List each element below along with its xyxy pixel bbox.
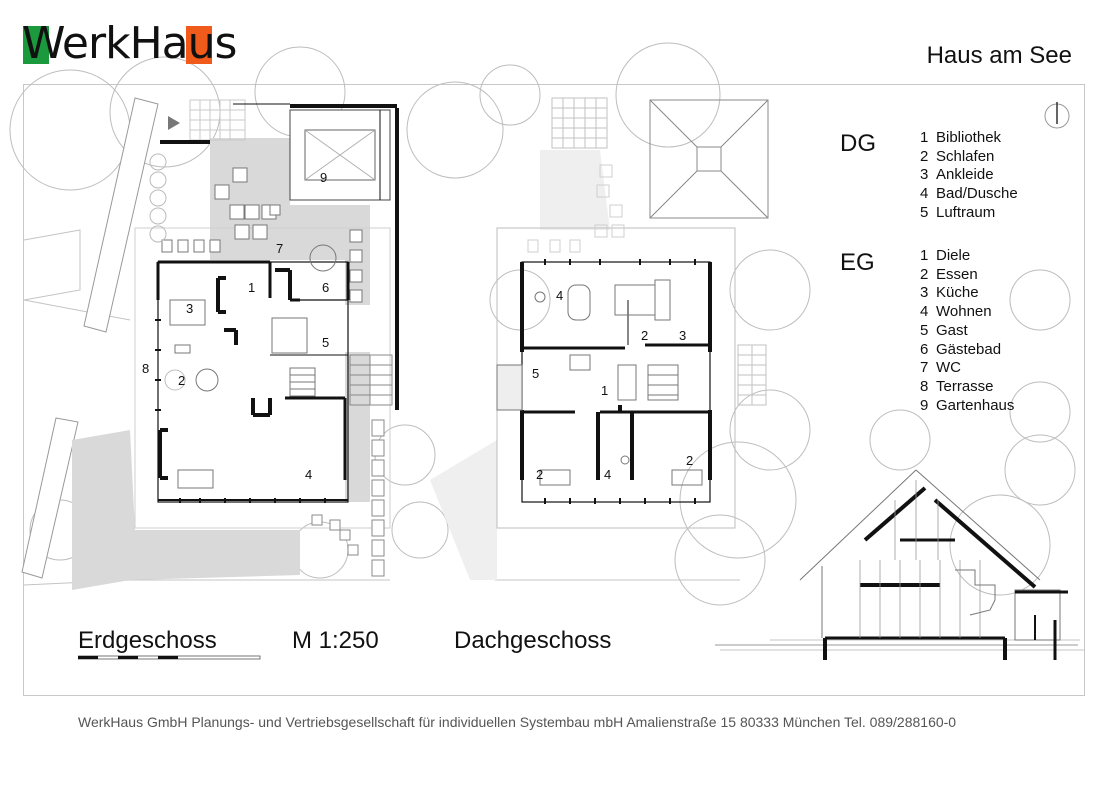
legend-item: 5 Luftraum [920, 203, 996, 221]
legend-dg-heading: DG [840, 130, 876, 157]
legend-item: 2 Essen [920, 265, 978, 283]
dg-room-number: 4 [604, 467, 612, 482]
eg-room-number: 5 [322, 335, 330, 350]
legend-item: 6 Gästebad [920, 340, 1002, 358]
legend-item: 3 Küche [920, 284, 979, 302]
dg-room-number-2b: 2 [641, 328, 649, 343]
eg-room-number: 1 [248, 280, 256, 295]
erdgeschoss-label: Erdgeschoss [78, 627, 217, 654]
dg-room-number: 3 [679, 328, 687, 343]
legend-item: 1 Diele [920, 247, 971, 264]
eg-room-number: 9 [320, 170, 328, 185]
legend-eg-list [920, 247, 1014, 415]
legend-item: 4 Bad/Dusche [920, 185, 1018, 203]
logo-text: WerkHaus [22, 18, 237, 69]
legend-dg-list [920, 129, 1018, 223]
eg-room-number: 4 [305, 467, 313, 482]
legend-eg-heading: EG [840, 249, 875, 276]
scale-bar [78, 654, 263, 662]
dg-room-number: 4 [556, 288, 564, 303]
legend-item: 7 WC [920, 359, 961, 377]
dg-room-number: 2 [536, 467, 544, 482]
dg-room-number: 2 [686, 453, 694, 468]
legend-item: 3 Ankleide [920, 166, 994, 184]
legend-item: 5 Gast [920, 321, 968, 339]
eg-room-number: 7 [276, 241, 284, 256]
project-title: Haus am See [926, 42, 1072, 69]
section-drawing [715, 470, 1078, 660]
dg-room-number: 1 [601, 383, 609, 398]
dachgeschoss-label: Dachgeschoss [454, 627, 612, 654]
dg-room-number: 5 [532, 366, 540, 381]
legend-item: 8 Terrasse [920, 377, 994, 395]
eg-room-number: 3 [186, 301, 194, 316]
legend-item: 9 Gartenhaus [920, 396, 1015, 414]
eg-room-number: 2 [178, 373, 186, 388]
eg-room-number: 6 [322, 280, 330, 295]
north-arrow-icon [1045, 102, 1069, 128]
legend-item: 2 Schlafen [920, 147, 995, 165]
scale-label: M 1:250 [292, 627, 379, 654]
legend-item: 1 Bibliothek [920, 129, 1002, 146]
legend-item: 4 Wohnen [920, 303, 992, 321]
werkhaus-logo [22, 18, 237, 69]
company-footer: WerkHaus GmbH Planungs- und Vertriebsgesellschaft für individuellen Systembau mbH Amalienstraße 15 80333 München Tel. 089/288160-0 [78, 714, 957, 730]
eg-room-number: 8 [142, 361, 150, 376]
